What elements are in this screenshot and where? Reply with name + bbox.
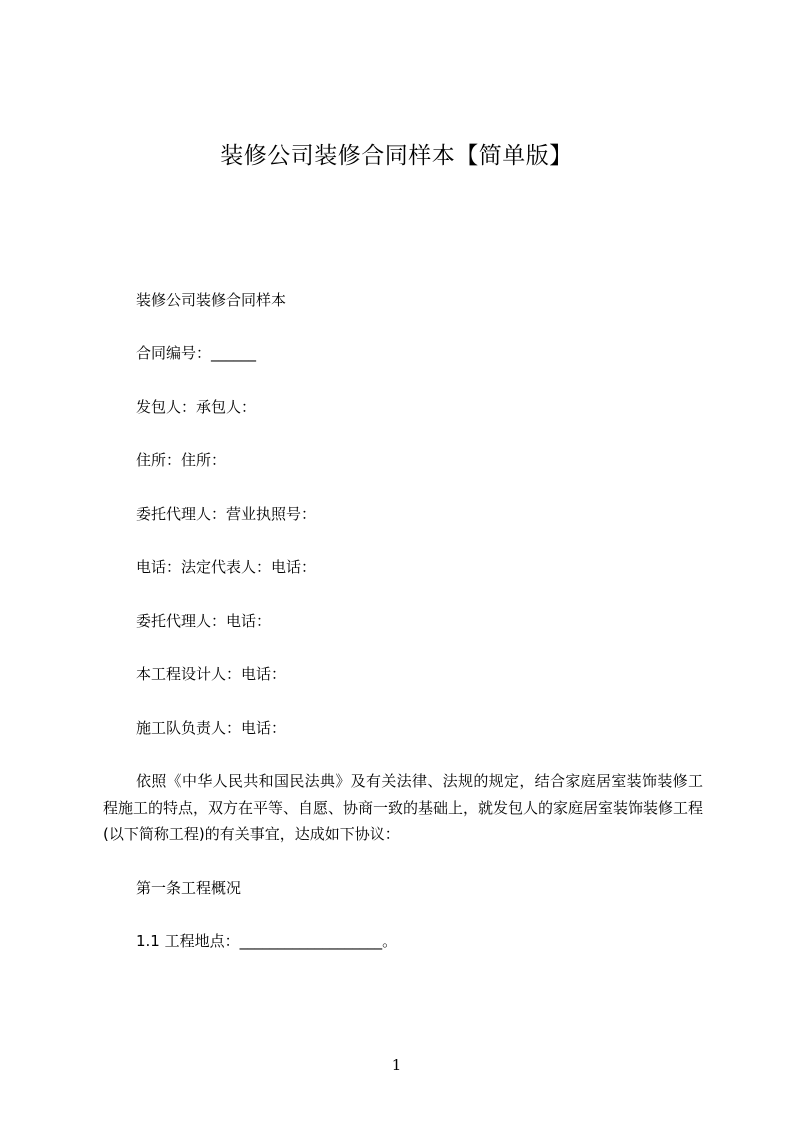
intro-paragraph: 依照《中华人民共和国民法典》及有关法律、法规的规定，结合家庭居室装饰装修工程施工的特点，双方在平等、自愿、协商一致的基础上，就发包人的家庭居室装饰装修工程(以下简称工程)的有关事宜，达成如下协议： (103, 772, 704, 843)
designer-phone-line: 本工程设计人：电话： (136, 665, 287, 683)
agent-license-line: 委托代理人：营业执照号： (136, 505, 317, 523)
agent-phone-line: 委托代理人：电话： (136, 612, 272, 630)
page-number: 1 (391, 1056, 402, 1074)
section-heading: 第一条工程概况 (136, 879, 242, 897)
phone-legal-rep-line: 电话：法定代表人：电话： (136, 558, 317, 576)
employer-contractor-line: 发包人：承包人： (136, 398, 257, 416)
contract-subtitle: 装修公司装修合同样本 (136, 291, 287, 309)
contract-number-field: 合同编号：______ (136, 344, 257, 362)
document-title: 装修公司装修合同样本【简单版】 (220, 143, 573, 169)
crew-leader-phone-line: 施工队负责人：电话： (136, 719, 287, 737)
address-line: 住所：住所： (136, 451, 227, 469)
clause-project-location: 1.1 工程地点：___________________。 (136, 932, 398, 950)
